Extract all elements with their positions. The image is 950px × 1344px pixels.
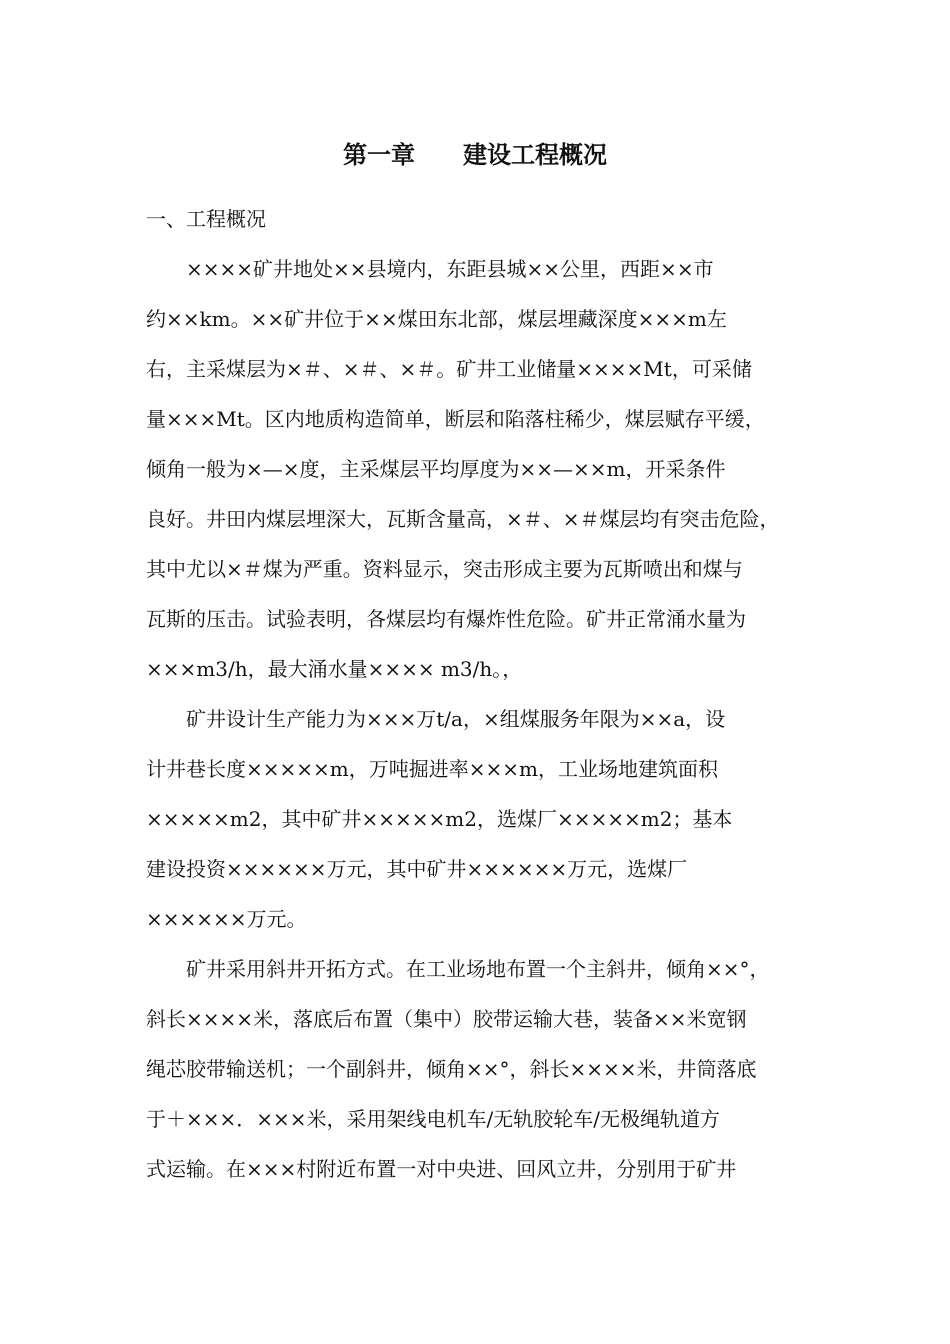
text-line: 式运输。在×××村附近布置一对中央进、回风立井，分别用于矿井 [146,1157,737,1181]
text-line: 约××km。××矿井位于××煤田东北部，煤层埋藏深度×××m左 [146,307,727,331]
text-line: 其中尤以×＃煤为严重。资料显示，突击形成主要为瓦斯喷出和煤与 [146,557,743,581]
text-line: 矿井设计生产能力为×××万t/a，×组煤服务年限为××a，设 [146,707,726,731]
text-line: 于＋×××．×××米，采用架线电机车/无轨胶轮车/无极绳轨道方 [146,1107,721,1131]
text-line: 绳芯胶带输送机；一个副斜井，倾角××°，斜长××××米，井筒落底 [146,1057,757,1081]
text-line: 计井巷长度×××××m，万吨掘进率×××m，工业场地建筑面积 [146,757,718,781]
text-line: ××××矿井地处××县境内，东距县城××公里，西距××市 [146,257,714,281]
section-heading: 一、工程概况 [146,207,266,231]
text-line: 斜长××××米，落底后布置（集中）胶带运输大巷，装备××米宽钢 [146,1007,747,1031]
text-line: ××××××万元。 [146,907,307,931]
text-line: ×××m3/h，最大涌水量×××× m3/h。， [146,657,523,681]
paragraph-development [146,944,806,1194]
text-line: 良好。井田内煤层埋深大，瓦斯含量高，×＃、×＃煤层均有突击危险， [146,507,780,531]
paragraph-overview [146,244,806,694]
text-line: 矿井采用斜井开拓方式。在工业场地布置一个主斜井，倾角××°， [146,957,770,981]
text-line: 建设投资××××××万元，其中矿井××××××万元，选煤厂 [146,857,688,881]
chapter-title: 第一章 建设工程概况 [343,140,607,169]
text-line: 倾角一般为×—×度，主采煤层平均厚度为××—××m，开采条件 [146,457,726,481]
text-line: 瓦斯的压击。试验表明，各煤层均有爆炸性危险。矿井正常涌水量为 [146,607,746,631]
text-line: 量×××Mt。区内地质构造简单，断层和陷落柱稀少，煤层赋存平缓， [146,407,765,431]
text-line: ×××××m2，其中矿井×××××m2，选煤厂×××××m2；基本 [146,807,733,831]
paragraph-capacity [146,694,806,944]
text-line: 右，主采煤层为×＃、×＃、×＃。矿井工业储量××××Mt，可采储 [146,357,752,381]
